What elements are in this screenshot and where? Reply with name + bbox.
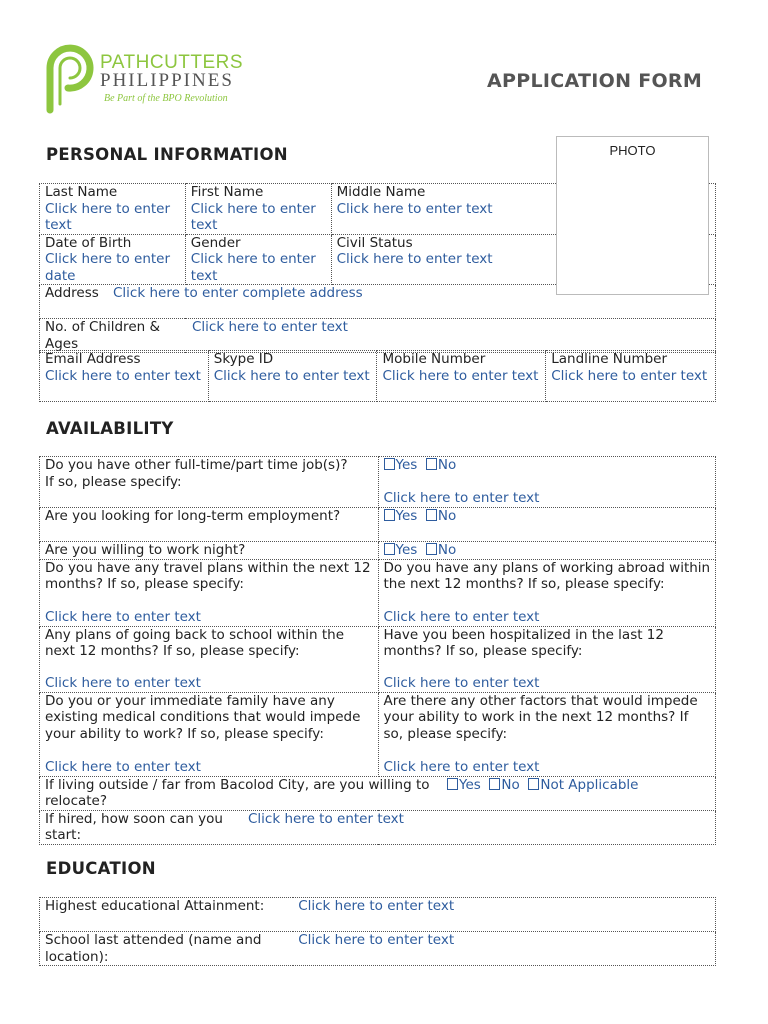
- night-yes-checkbox[interactable]: Yes: [384, 542, 418, 558]
- travel-cell: [40, 559, 379, 626]
- skype-field[interactable]: Click here to enter text: [213, 367, 370, 384]
- middle-name-field[interactable]: Click here to enter text: [336, 200, 493, 217]
- travel-question: Do you have any travel plans within the next 12 months? If so, please specify:: [45, 559, 371, 592]
- gender-label: Gender: [190, 234, 241, 251]
- relocate-not-applicable-checkbox[interactable]: Not Applicable: [528, 777, 638, 793]
- email-label: Email Address: [45, 351, 141, 367]
- hospital-question: Have you been hospitalized in the last 12 months? If so, please specify:: [383, 626, 664, 659]
- night-no-checkbox[interactable]: No: [426, 542, 456, 558]
- children-cell: [40, 319, 716, 353]
- checkbox-icon: [426, 543, 437, 555]
- checkbox-icon: [384, 509, 395, 521]
- dob-field[interactable]: Click here to enter date: [45, 251, 171, 284]
- table-row: [40, 898, 716, 932]
- night-question-cell: [40, 542, 379, 560]
- landline-field[interactable]: Click here to enter text: [551, 367, 708, 384]
- travel-field[interactable]: Click here to enter text: [45, 609, 201, 625]
- other-jobs-question-cell: [40, 457, 379, 508]
- long-term-answer-cell: [378, 508, 716, 542]
- school-value-cell: [293, 932, 715, 966]
- mobile-label: Mobile Number: [382, 351, 486, 367]
- table-row: [40, 542, 716, 560]
- gender-field[interactable]: Click here to enter text: [190, 251, 316, 284]
- address-label: Address: [45, 285, 99, 301]
- other-jobs-question: Do you have other full-time/part time job(s)?: [45, 457, 348, 473]
- section-heading-availability: AVAILABILITY: [46, 419, 174, 438]
- medical-question: Do you or your immediate family have any existing medical conditions that would impede your ability to work? If so, please specify:: [45, 692, 361, 742]
- brand-name-bottom: PHILIPPINES: [100, 70, 234, 91]
- address-field[interactable]: Click here to enter complete address: [113, 285, 363, 301]
- start-cell: [40, 810, 716, 844]
- table-row: [40, 692, 716, 776]
- first-name-label: First Name: [190, 184, 264, 200]
- mobile-field[interactable]: Click here to enter text: [382, 367, 539, 384]
- table-row: [40, 319, 716, 353]
- pathcutters-logo: [44, 44, 102, 114]
- night-question: Are you willing to work night?: [45, 542, 246, 558]
- night-answer-cell: [378, 542, 716, 560]
- attainment-label: Highest educational Attainment:: [45, 898, 265, 914]
- civil-status-label: Civil Status: [336, 234, 413, 251]
- last-name-field[interactable]: Click here to enter text: [45, 200, 171, 233]
- medical-cell: [40, 692, 379, 776]
- gender-cell: [185, 234, 331, 285]
- abroad-field[interactable]: Click here to enter text: [383, 609, 540, 625]
- table-row: [40, 457, 716, 508]
- checkbox-icon: [528, 778, 539, 790]
- start-field[interactable]: Click here to enter text: [248, 810, 404, 827]
- checkbox-icon: [489, 778, 500, 790]
- factors-cell: [378, 692, 716, 776]
- skype-cell: [208, 351, 377, 402]
- attainment-label-cell: [40, 898, 294, 932]
- hospital-cell: [378, 626, 716, 692]
- middle-name-label: Middle Name: [336, 184, 426, 200]
- other-jobs-answer-cell: [378, 457, 716, 508]
- checkbox-icon: [384, 543, 395, 555]
- skype-label: Skype ID: [213, 351, 274, 367]
- school-cell: [40, 626, 379, 692]
- dob-cell: [40, 234, 186, 285]
- relocate-yes-checkbox[interactable]: Yes: [447, 777, 481, 793]
- children-field[interactable]: Click here to enter text: [192, 319, 348, 335]
- factors-field[interactable]: Click here to enter text: [383, 759, 540, 775]
- last-name-cell: [40, 184, 186, 235]
- relocate-no-checkbox[interactable]: No: [489, 777, 519, 793]
- other-jobs-specify-label: If so, please specify:: [45, 473, 182, 490]
- section-heading-education: EDUCATION: [46, 859, 156, 878]
- email-cell: [40, 351, 209, 402]
- first-name-cell: [185, 184, 331, 235]
- last-name-label: Last Name: [45, 184, 118, 200]
- table-row: [40, 508, 716, 542]
- school-field[interactable]: Click here to enter text: [45, 675, 201, 691]
- attainment-value-cell: [293, 898, 715, 932]
- photo-label: PHOTO: [609, 143, 656, 158]
- checkbox-icon: [426, 509, 437, 521]
- hospital-field[interactable]: Click here to enter text: [383, 675, 540, 691]
- brand-tagline: Be Part of the BPO Revolution: [104, 93, 228, 104]
- attainment-field[interactable]: Click here to enter text: [298, 898, 455, 914]
- start-question: If hired, how soon can you start:: [45, 810, 223, 843]
- abroad-cell: [378, 559, 716, 626]
- children-label: No. of Children & Ages: [45, 319, 160, 352]
- relocate-cell: [40, 776, 716, 810]
- table-row: [40, 559, 716, 626]
- checkbox-icon: [426, 458, 437, 470]
- other-jobs-no-checkbox[interactable]: No: [426, 457, 456, 473]
- other-jobs-specify-field[interactable]: Click here to enter text: [383, 490, 540, 506]
- availability-table: [39, 456, 716, 845]
- first-name-field[interactable]: Click here to enter text: [190, 200, 316, 233]
- table-row: [40, 626, 716, 692]
- landline-cell: [546, 351, 716, 402]
- table-row: [40, 810, 716, 844]
- long-term-question: Are you looking for long-term employment?: [45, 508, 341, 524]
- checkbox-icon: [384, 458, 395, 470]
- abroad-question: Do you have any plans of working abroad within the next 12 months? If so, please specify:: [383, 559, 711, 592]
- mobile-cell: [377, 351, 546, 402]
- school-label-cell: [40, 932, 294, 966]
- education-table: [39, 897, 716, 966]
- school-attended-field[interactable]: Click here to enter text: [298, 932, 455, 948]
- long-term-no-checkbox[interactable]: No: [426, 508, 456, 524]
- form-title: APPLICATION FORM: [487, 70, 703, 92]
- table-row: [40, 932, 716, 966]
- civil-status-field[interactable]: Click here to enter text: [336, 251, 493, 267]
- photo-box[interactable]: [556, 136, 709, 295]
- dob-label: Date of Birth: [45, 234, 132, 251]
- email-field[interactable]: Click here to enter text: [45, 367, 201, 384]
- long-term-yes-checkbox[interactable]: Yes: [384, 508, 418, 524]
- medical-field[interactable]: Click here to enter text: [45, 759, 201, 775]
- section-heading-personal: PERSONAL INFORMATION: [46, 145, 288, 164]
- table-row: [40, 776, 716, 810]
- other-jobs-yes-checkbox[interactable]: Yes: [384, 457, 418, 473]
- brand-name-top: PATHCUTTERS: [100, 52, 244, 73]
- contact-table: [39, 350, 716, 402]
- checkbox-icon: [447, 778, 458, 790]
- table-row: [40, 351, 716, 402]
- landline-label: Landline Number: [551, 351, 668, 367]
- school-question: Any plans of going back to school within the next 12 months? If so, please specify:: [45, 626, 345, 659]
- factors-question: Are there any other factors that would impede your ability to work in the next 12 months? If so, please specify:: [383, 692, 698, 742]
- long-term-question-cell: [40, 508, 379, 542]
- relocate-question: If living outside / far from Bacolod City, are you willing to relocate?: [45, 776, 430, 809]
- school-attended-label: School last attended (name and location):: [45, 932, 262, 965]
